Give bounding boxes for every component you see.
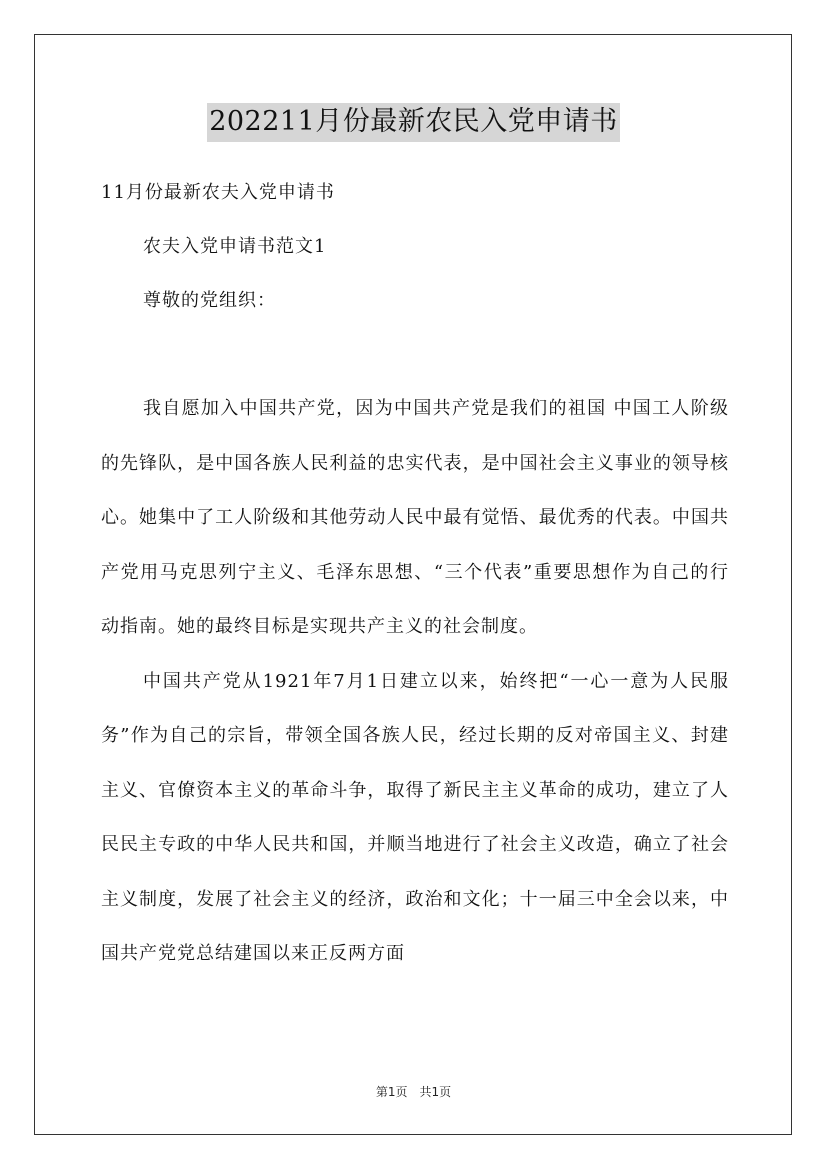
document-body [101, 382, 729, 982]
document-title: 202211月份最新农民入党申请书 [207, 103, 620, 142]
page-footer: 第1页 共1页 [375, 1085, 452, 1099]
document-subtitle: 11月份最新农夫入党申请书 [101, 182, 335, 203]
sample-heading: 农夫入党申请书范文1 [143, 236, 327, 257]
body-paragraph: 我自愿加入中国共产党，因为中国共产党是我们的祖国 中国工人阶级的先锋队，是中国各族人民利益的忠实代表，是中国社会主义事业的领导核心。她集中了工人阶级和其他劳动人民中最有觉悟、最优秀的代表。中国共产党用马克思列宁主义、毛泽东思想、“三个代表”重要思想作为自己的行动指南。她的最终目标是实现共产主义的社会制度。 [101, 398, 729, 637]
title-container [0, 103, 827, 142]
salutation: 尊敬的党组织： [143, 290, 276, 311]
body-paragraph: 中国共产党从1921年7月1日建立以来，始终把“一心一意为人民服务”作为自己的宗旨，带领全国各族人民，经过长期的反对帝国主义、封建主义、官僚资本主义的革命斗争，取得了新民主主义革命的成功，建立了人民民主专政的中华人民共和国，并顺当地进行了社会主义改造，确立了社会主义制度，发展了社会主义的经济，政治和文化；十一届三中全会以来，中国共产党党总结建国以来正反两方面 [101, 670, 729, 964]
